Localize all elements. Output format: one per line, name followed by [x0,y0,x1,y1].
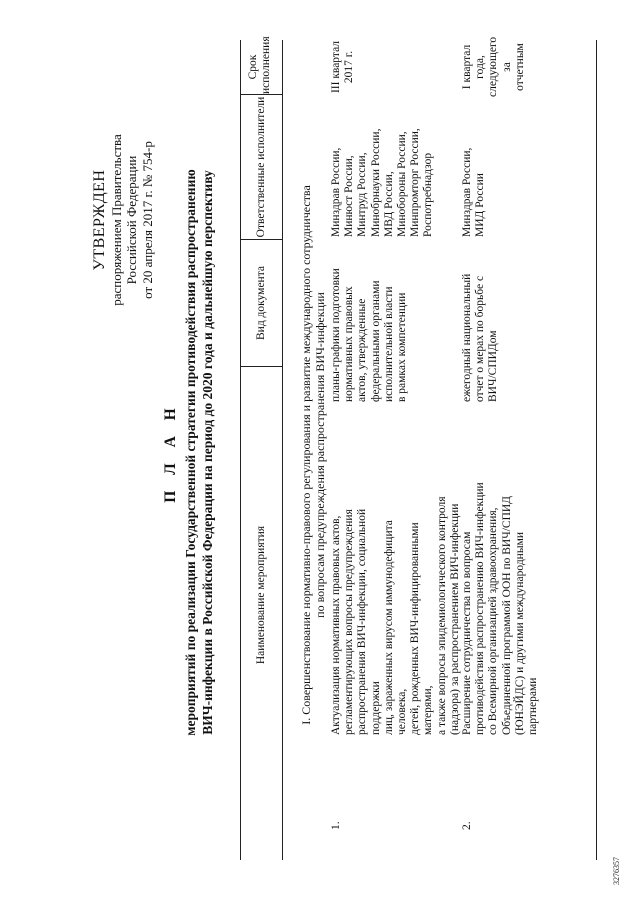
row-1-resp-line: Минюст России, [343,155,356,237]
row-2-doc-line: ежегодный национальный [461,273,473,402]
row-1-resp [330,107,436,237]
row-2-resp-line: МИД России [474,173,487,237]
row-1-name-line: а также вопросы эпидемиологического контроля [435,496,448,735]
row-1-resp-line: Минздрав России, [330,147,342,237]
row-1-term [330,37,356,97]
approval-line-3: от 20 апреля 2017 г. № 754-р [139,141,155,299]
row-1-name-line: Актуализация нормативных правовых актов, [330,515,342,735]
row-1-resp-line: Минобрнауки России, [369,128,382,237]
row-2-number: 2. [461,821,473,830]
row-2-term-line: I квартал года, [461,44,487,90]
row-1-name-line: лиц, зараженных вирусом иммунодефицита человека, [382,520,409,735]
row-2-doc [461,237,501,402]
row-1-doc-line: актов, утвержденные [356,298,369,402]
header-term [247,36,273,94]
row-1-name-line: детей, рожденных ВИЧ-инфицированными матерями, [409,522,435,735]
row-1-name-line: регламентирующих вопросы предупреждения [343,509,356,735]
header-term-line-1: Срок [247,54,259,80]
section-heading [299,165,327,745]
table-top-border [240,40,241,860]
row-1-number: 1. [330,821,342,830]
approval-line-1: распоряжением Правительства [108,134,124,306]
row-2-name-line: Объединенной программой ООН по ВИЧ/СПИД [500,495,513,735]
row-2-doc-line: ВИЧ/СПИДом [487,330,500,402]
row-1-doc-line: федеральными органами [369,280,382,402]
row-2-resp [461,107,487,237]
row-1-term-line: 2017 г. [343,50,356,84]
title-plan: П Л А Н [162,402,179,503]
row-2-term-line: следующего за [487,36,513,97]
section-heading-line-2: по вопросам предупреждения распространения ВИЧ-инфекции [313,292,327,618]
title-line-1: мероприятий по реализации Государственной стратегии противодействия распространению [183,169,198,736]
row-1-resp-line: Минтруд России, [356,152,369,237]
document-title [162,0,216,905]
row-1-term-line: III квартал [330,40,342,94]
approval-line-2: Российской Федерации [124,155,139,285]
table-bottom-border [596,40,597,860]
title-line-2: ВИЧ-инфекции в Российской Федерации на период до 2020 года и дальнейшую перспективу [200,170,215,735]
row-2-name-line: со Всемирной организацией здравоохранения, [487,507,500,735]
row-1-name-line: распространения ВИЧ-инфекции, социальной поддержки [356,508,382,735]
row-1-doc-line: исполнительной власти [382,286,395,402]
row-2-term [461,37,527,97]
row-1-resp-line: Роспотребнадзор [422,152,435,237]
column-divider-2 [240,239,282,240]
row-2-resp-line: Минздрав России, [461,147,473,237]
column-divider-1 [240,366,282,367]
row-1-doc [330,237,409,402]
header-term-line-2: исполнения [260,36,272,94]
row-1-doc-line: планы-графики подготовки [330,268,342,402]
header-doc: Вид документа [255,266,267,340]
row-1-doc-line: в рамках компетенции [396,292,409,402]
table-header-bottom-border [282,40,283,860]
approval-heading: УТВЕРЖДЕН [91,169,108,271]
row-1-doc-line: нормативных правовых [343,286,356,402]
row-2-name-line: Расширение сотрудничества по вопросам [461,531,473,735]
footer-code: 3276357 [612,857,621,885]
row-2-term-line: отчетным [513,43,526,91]
row-2-name [461,473,540,735]
approval-block [92,70,155,370]
row-1-resp-line: Минобороны России, [396,131,409,237]
row-1-name [330,485,462,735]
header-name: Наименование мероприятия [255,525,267,665]
row-1-resp-line: Минпромторг России, [409,128,422,237]
header-resp: Ответственные исполнители [255,96,267,238]
row-2-name-line: противодействия распространению ВИЧ-инфекции [474,482,487,735]
row-2-name-line: (ЮНЭЙДС) и другими международными партнерами [513,532,540,735]
section-heading-line-1: I. Совершенствование нормативно-правового регулирования и развитие международного сотрудничества [299,185,313,725]
row-1-resp-line: МВД России, [382,171,395,237]
row-1-name-line: (надзора) за распространением ВИЧ-инфекции [448,503,461,735]
row-2-doc-line: отчет о мерах по борьбе с [474,275,487,402]
